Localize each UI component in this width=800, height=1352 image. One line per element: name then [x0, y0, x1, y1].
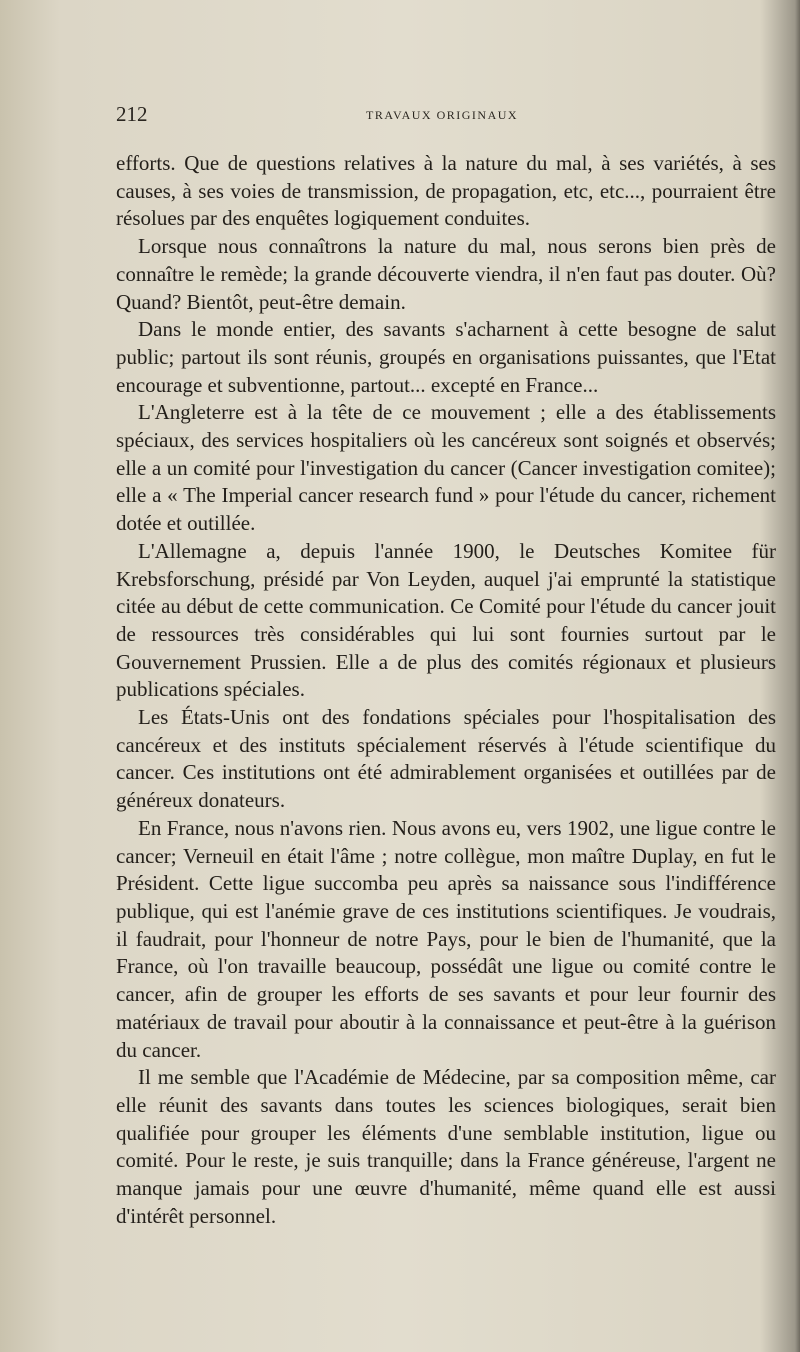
paragraph-1: efforts. Que de questions relatives à la nature du mal, à ses variétés, à ses causes, à ses voies de transmission, de propagation, etc, etc..., pourraient être résolues par des enquêtes logiquement conduites. [116, 151, 776, 231]
paragraph-3: Dans le monde entier, des savants s'acharnent à cette besogne de salut public; partout ils sont réunis, groupés en organisations puissantes, que l'Etat encourage et subventionne, partout... excepté en France... [116, 317, 776, 397]
page-number: 212 [116, 102, 148, 126]
paragraph-5: L'Allemagne a, depuis l'année 1900, le Deutsches Komitee für Krebsforschung, présidé par Von Leyden, auquel j'ai emprunté la statistique citée au début de cette communication. Ce Comité pour l'étude du cancer jouit de ressources très considérables qui lui sont fournies surtout par le Gouvernement Prussien. Elle a de plus des comités régionaux et plusieurs publications spéciales. [116, 538, 776, 702]
running-title: TRAVAUX ORIGINAUX [366, 108, 519, 122]
paragraph-7: En France, nous n'avons rien. Nous avons eu, vers 1902, une ligue contre le cancer; Verneuil en était l'âme ; notre collègue, mon maître Duplay, en fut le Président. Cette ligue succomba peu après sa naissance sous l'indifférence publique, qui est l'anémie grave de ces institutions scientifiques. Je voudrais, il faudrait, pour l'honneur de notre Pays, pour le bien de l'humanité, que la France, où l'on travaille beaucoup, possédât une ligue ou comité contre le cancer, afin de grouper les efforts de ses savants et pour leur fournir des matériaux de travail pour aboutir à la connaissance et peut-être à la guérison du cancer. [116, 815, 776, 1062]
paragraph-4: L'Angleterre est à la tête de ce mouvement ; elle a des établissements spéciaux, des services hospitaliers où les cancéreux sont soignés et observés; elle a un comité pour l'investigation du cancer (Cancer investigation comitee); elle a « The Imperial cancer research fund » pour l'étude du cancer, richement dotée et outillée. [116, 400, 776, 536]
page-header [116, 102, 776, 132]
paragraph-8: Il me semble que l'Académie de Médecine, par sa composition même, car elle réunit des savants dans toutes les sciences biologiques, serait bien qualifiée pour grouper les éléments d'une semblable institution, ligue ou comité. Pour le reste, je suis tranquille; dans la France généreuse, l'argent ne manque jamais pour une œuvre d'humanité, même quand elle est aussi d'intérêt personnel. [116, 1065, 776, 1228]
paragraph-6: Les États-Unis ont des fondations spéciales pour l'hospitalisation des cancéreux et des instituts spécialement réservés à l'étude scientifique du cancer. Ces institutions ont été admirablement organisées et outillées par de généreux donateurs. [116, 705, 776, 813]
body-text [116, 150, 776, 1230]
paragraph-2: Lorsque nous connaîtrons la nature du mal, nous serons bien près de connaître le remède; la grande découverte viendra, il n'en faut pas douter. Où? Quand? Bientôt, peut-être demain. [116, 234, 776, 314]
